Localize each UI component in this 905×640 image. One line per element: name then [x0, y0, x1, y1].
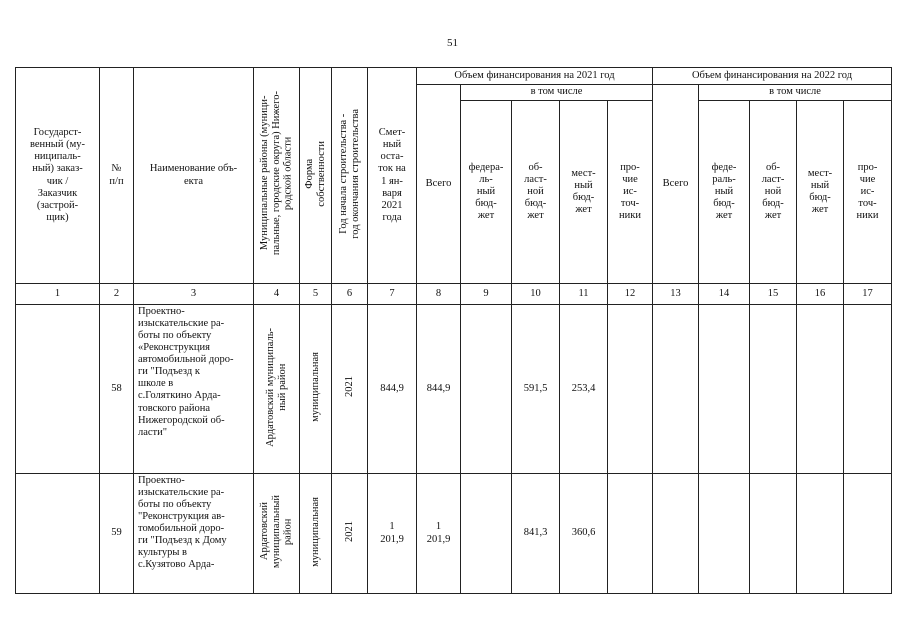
header-ownership-text: Форма собственности — [303, 140, 327, 207]
cell-regional-2021: 841,3 — [512, 474, 560, 594]
cell-federal-2021 — [461, 474, 512, 594]
cell-number: 58 — [100, 305, 134, 474]
cell-local-2022 — [797, 305, 844, 474]
cell-ownership-text: муниципальная — [309, 496, 321, 567]
cell-other-2021 — [608, 305, 653, 474]
cell-total-2022 — [653, 474, 699, 594]
header-federal-2021: федера- ль- ный бюд- жет — [461, 101, 512, 284]
table-row — [16, 305, 892, 474]
column-number: 2 — [100, 284, 134, 305]
cell-regional-2021: 591,5 — [512, 305, 560, 474]
cell-regional-2022 — [750, 474, 797, 594]
header-funding-2021: Объем финансирования на 2021 год — [417, 68, 653, 85]
cell-regional-2022 — [750, 305, 797, 474]
header-other-2022: про- чие ис- точ- ники — [844, 101, 892, 284]
cell-local-2022 — [797, 474, 844, 594]
header-other-2021: про- чие ис- точ- ники — [608, 101, 653, 284]
header-object-name: Наименование объ- екта — [134, 68, 254, 284]
cell-ownership — [300, 305, 332, 474]
column-number: 17 — [844, 284, 892, 305]
cell-district-text: Ардатовский муниципаль- ный район — [264, 327, 288, 447]
header-districts — [254, 68, 300, 284]
cell-year — [332, 305, 368, 474]
cell-year — [332, 474, 368, 594]
header-ownership — [300, 68, 332, 284]
column-number: 8 — [417, 284, 461, 305]
cell-estimate-balance: 1 201,9 — [368, 474, 417, 594]
header-regional-2022: об- ласт- ной бюд- жет — [750, 101, 797, 284]
column-number: 5 — [300, 284, 332, 305]
cell-year-text: 2021 — [343, 376, 355, 398]
cell-total-2021: 1 201,9 — [417, 474, 461, 594]
column-number: 4 — [254, 284, 300, 305]
cell-year-text: 2021 — [343, 520, 355, 542]
header-including-2021: в том числе — [461, 85, 653, 101]
column-number: 10 — [512, 284, 560, 305]
cell-estimate-balance: 844,9 — [368, 305, 417, 474]
header-including-2022: в том числе — [699, 85, 892, 101]
column-number: 15 — [750, 284, 797, 305]
column-number: 13 — [653, 284, 699, 305]
cell-object-name — [134, 474, 254, 594]
header-districts-text: Муниципальные районы (муници- пальные, городские округа) Нижего- родской области — [258, 91, 294, 256]
financing-table — [15, 67, 892, 594]
header-total-2022: Всего — [653, 85, 699, 284]
header-number: № п/п — [100, 68, 134, 284]
column-number: 16 — [797, 284, 844, 305]
cell-federal-2022 — [699, 474, 750, 594]
header-federal-2022: феде- раль- ный бюд- жет — [699, 101, 750, 284]
header-customer: Государст- венный (му- ниципаль- ный) заказ- чик / Заказчик (застрой- щик) — [16, 68, 100, 284]
header-local-2021: мест- ный бюд- жет — [560, 101, 608, 284]
column-number: 11 — [560, 284, 608, 305]
cell-ownership — [300, 474, 332, 594]
cell-ownership-text: муниципальная — [309, 352, 321, 422]
header-funding-2022: Объем финансирования на 2022 год — [653, 68, 892, 85]
cell-total-2021: 844,9 — [417, 305, 461, 474]
cell-customer — [16, 474, 100, 594]
cell-district — [254, 474, 300, 594]
column-number: 9 — [461, 284, 512, 305]
page-number: 51 — [447, 37, 458, 49]
cell-other-2021 — [608, 474, 653, 594]
cell-local-2021: 253,4 — [560, 305, 608, 474]
cell-number: 59 — [100, 474, 134, 594]
column-number: 14 — [699, 284, 750, 305]
table-row — [16, 474, 892, 594]
cell-customer — [16, 305, 100, 474]
column-number: 7 — [368, 284, 417, 305]
column-number: 3 — [134, 284, 254, 305]
column-number: 6 — [332, 284, 368, 305]
cell-local-2021: 360,6 — [560, 474, 608, 594]
cell-other-2022 — [844, 305, 892, 474]
column-number: 12 — [608, 284, 653, 305]
column-number: 1 — [16, 284, 100, 305]
cell-total-2022 — [653, 305, 699, 474]
cell-district — [254, 305, 300, 474]
header-local-2022: мест- ный бюд- жет — [797, 101, 844, 284]
cell-object-name-text: Проектно- изыскательские ра- боты по объекту "Реконструкция ав- томобильной доро- ги "Подъезд к Дому культуры в с.Кузятово Арда- — [138, 475, 227, 571]
column-number-row — [16, 284, 892, 305]
header-total-2021: Всего — [417, 85, 461, 284]
cell-object-name: Проектно- изыскательские ра- боты по объекту «Реконструкция автомобильной доро- ги "Подъезд к школе в с.Голяткино Арда- товского района Нижегородской об- ласти" — [134, 305, 254, 474]
header-estimate-balance: Смет- ный оста- ток на 1 ян- варя 2021 года — [368, 68, 417, 284]
cell-federal-2021 — [461, 305, 512, 474]
header-years — [332, 68, 368, 284]
cell-district-text: Ардатовский муниципальный район — [258, 494, 294, 568]
cell-other-2022 — [844, 474, 892, 594]
header-regional-2021: об- ласт- ной бюд- жет — [512, 101, 560, 284]
header-years-text: Год начала строительства - год окончания строительства — [337, 108, 361, 239]
cell-federal-2022 — [699, 305, 750, 474]
